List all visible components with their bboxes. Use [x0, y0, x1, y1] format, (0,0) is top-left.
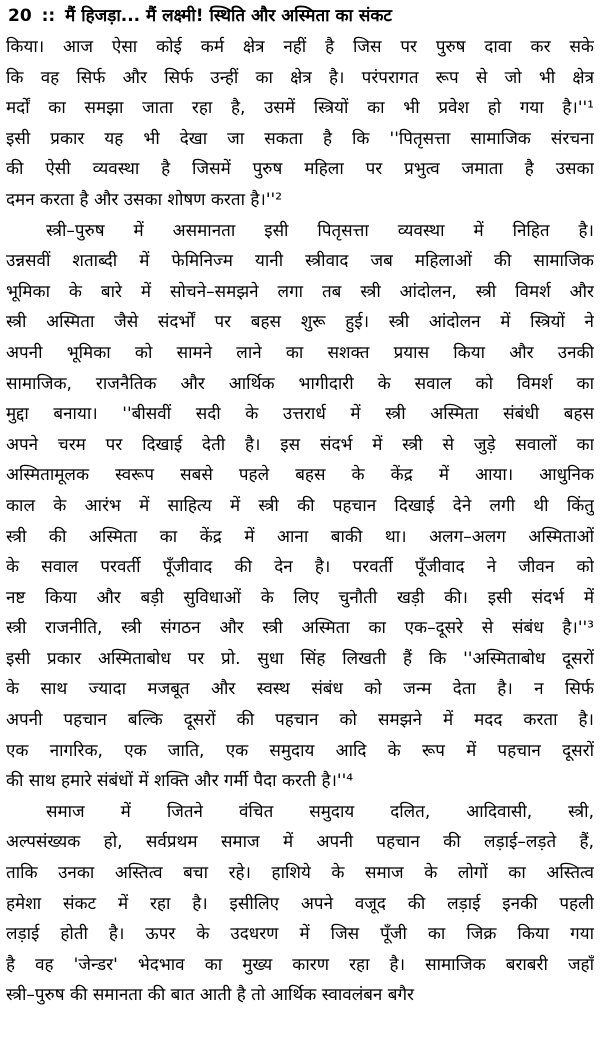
text-line: अपने चरम पर दिखाई देती है। इस संदर्भ में स्त्री से जुड़े सवालों का: [6, 434, 594, 455]
text-line: की ऐसी व्यवस्था है जिसमें पुरुष महिला पर प्रभुत्व जमाता है उसका: [6, 159, 594, 180]
text-line: की साथ हमारे संबंधों में शक्ति और गर्मी पैदा करती है।''⁴: [6, 771, 354, 792]
text-line: मर्दों का समझा जाता रहा है, उसमें स्त्रियों का भी प्रवेश हो गया है।''¹: [6, 98, 594, 119]
paragraph: [6, 32, 594, 216]
text-line: हमेशा संकट में रहा है। इसीलिए अपने वजूद की लड़ाई इनकी पहली: [6, 893, 594, 914]
text-line: भूमिका के बारे में सोचने–समझने लगा तब स्त्री आंदोलन, स्त्री विमर्श और: [6, 281, 594, 302]
text-line: अपनी पहचान बल्कि दूसरों की पहचान को समझने में मदद करता है।: [6, 710, 594, 731]
chapter-title: मैं हिजड़ा... मैं लक्ष्मी! स्थिति और अस्मिता का संकट: [65, 6, 392, 26]
paragraph: [6, 216, 594, 797]
header-separator: ::: [41, 6, 56, 26]
text-line: कि वह सिर्फ और सिर्फ उन्हीं का क्षेत्र है। परंपरागत रूप से जो भी क्षेत्र: [6, 67, 594, 88]
text-line: एक नागरिक, एक जाति, एक समुदाय आदि के रूप में पहचान दूसरों: [6, 740, 594, 761]
text-line: अपनी भूमिका को सामने लाने का सशक्त प्रयास किया और उनकी: [6, 342, 594, 363]
text-line: स्त्री–पुरुष में असमानता इसी पितृसत्ता व्यवस्था में निहित है।: [46, 220, 594, 241]
text-line: अस्मितामूलक स्वरूप सबसे पहले बहस के केंद्र में आया। आधुनिक: [6, 465, 594, 486]
text-line: ताकि उनका अस्तित्व बचा रहे। हाशिये के समाज के लोगों का अस्तित्व: [6, 863, 594, 884]
text-line: किया। आज ऐसा कोई कर्म क्षेत्र नहीं है जिस पर पुरुष दावा कर सके: [6, 37, 594, 57]
text-line: स्त्री की अस्मिता का केंद्र में आना बाकी था। अलग–अलग अस्मिताओं: [6, 526, 594, 547]
text-line: स्त्री राजनीति, स्त्री संगठन और स्त्री अस्मिता का एक–दूसरे से संबंध है।''³: [6, 618, 594, 639]
text-line: अल्पसंख्यक हो, सर्वप्रथम समाज में अपनी पहचान की लड़ाई–लड़ते हैं,: [6, 832, 594, 853]
text-line: दमन करता है और उसका शोषण करता है।''²: [6, 189, 283, 210]
text-line: समाज में जितने वंचित समुदाय दलित, आदिवासी, स्त्री,: [46, 801, 594, 822]
text-line: है वह 'जेन्डर' भेदभाव का मुख्य कारण रहा है। सामाजिक बराबरी जहाँ: [6, 954, 594, 975]
text-line: इसी प्रकार अस्मिताबोध पर प्रो. सुधा सिंह लिखती हैं कि ''अस्मिताबोध दूसरों: [6, 648, 594, 669]
text-line: नष्ट किया और बड़ी सुविधाओं के लिए चुनौती खड़ी की। इसी संदर्भ में: [6, 587, 594, 608]
text-line: उन्नसवीं शताब्दी में फेमिनिज्म यानी स्त्रीवाद जब महिलाओं की सामाजिक: [6, 251, 594, 272]
text-line: सामाजिक, राजनैतिक और आर्थिक भागीदारी के सवाल को विमर्श का: [6, 373, 594, 394]
body-text: [6, 32, 594, 1011]
page-number: 20: [8, 6, 32, 26]
text-line: स्त्री अस्मिता जैसे संदर्भों पर बहस शुरू हुई। स्त्री आंदोलन में स्त्रियों ने: [6, 312, 594, 333]
text-line: काल के आरंभ में साहित्य में स्त्री की पहचान दिखाई देने लगी थी किंतु: [6, 495, 594, 516]
text-line: लड़ाई होती है। ऊपर के उदधरण में जिस पूँजी का जिक्र किया गया: [6, 924, 594, 945]
paragraph: [6, 797, 594, 1011]
text-line: के सवाल परवर्ती पूँजीवाद की देन है। परवर्ती पूँजीवाद ने जीवन को: [6, 557, 594, 578]
text-line: मुद्दा बनाया। ''बीसवीं सदी के उत्तरार्ध में स्त्री अस्मिता संबंधी बहस: [6, 404, 594, 425]
text-line: इसी प्रकार यह भी देखा जा सकता है कि ''पितृसत्ता सामाजिक संरचना: [6, 128, 594, 149]
running-header: [8, 4, 594, 28]
text-line: स्त्री–पुरुष की समानता की बात आती है तो आर्थिक स्वावलंबन बगैर: [6, 985, 414, 1006]
text-line: के साथ ज्यादा मजबूत और स्वस्थ संबंध को जन्म देता है। न सिर्फ: [6, 679, 594, 700]
